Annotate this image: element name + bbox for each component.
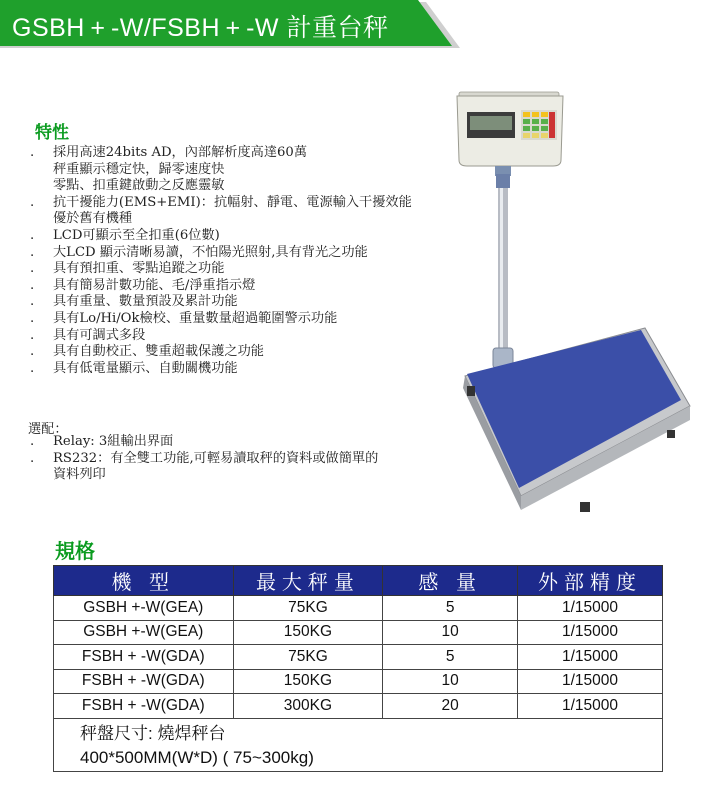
platform-size-label: 秤盤尺寸: 燒焊秤台: [54, 718, 663, 745]
cell-capacity: 150KG: [233, 620, 383, 645]
platform-size-value: 400*500MM(W*D) ( 75~300kg): [54, 745, 663, 772]
column-header-division: 感 量: [383, 566, 518, 596]
table-row: [54, 620, 663, 645]
bullet-dot: .: [30, 227, 35, 243]
cell-accuracy: 1/15000: [518, 645, 663, 670]
cell-capacity: 300KG: [233, 694, 383, 719]
feature-item: [28, 361, 468, 378]
cell-accuracy: 1/15000: [518, 620, 663, 645]
cell-model: FSBH + -W(GDA): [54, 669, 234, 694]
page-title: GSBH + -W/FSBH + -W 計重台秤: [12, 14, 389, 42]
option-item: [28, 451, 468, 484]
cell-model: FSBH + -W(GDA): [54, 694, 234, 719]
cell-division: 5: [383, 596, 518, 621]
column-header-accuracy: 外部精度: [518, 566, 663, 596]
indicator-display: [457, 92, 563, 176]
cell-division: 5: [383, 645, 518, 670]
feature-list: [28, 145, 468, 377]
spec-table-header-row: [54, 566, 663, 596]
feature-text: 具有預扣重、零點追蹤之功能: [53, 261, 225, 277]
cell-capacity: 75KG: [233, 596, 383, 621]
specs-title: 規格: [55, 539, 95, 563]
cell-division: 10: [383, 620, 518, 645]
bullet-dot: .: [30, 294, 35, 310]
feature-text: 具有Lo/Hi/Ok檢校、重量數量超過範圍警示功能: [53, 310, 338, 326]
feature-text: 具有低電量顯示、自動關機功能: [53, 360, 238, 376]
scale-pole: [493, 174, 513, 368]
spec-table: [53, 565, 663, 772]
feature-text: 具有簡易計數功能、毛/淨重指示燈: [53, 277, 256, 293]
cell-model: FSBH + -W(GDA): [54, 645, 234, 670]
column-header-capacity: 最大秤量: [233, 566, 383, 596]
option-text: RS232：有全雙工功能,可輕易讀取秤的資料或做簡單的 資料列印: [53, 450, 379, 483]
feature-text: 具有重量、數量預設及累計功能: [53, 294, 238, 310]
cell-accuracy: 1/15000: [518, 669, 663, 694]
feature-text: 採用高速24bits AD，內部解析度高達60萬 秤重顯示穩定快，歸零速度快 零點、扣重鍵啟動之反應靈敏: [53, 145, 308, 194]
feature-item: [28, 311, 468, 328]
feature-item: [28, 145, 468, 195]
feature-item: [28, 228, 468, 245]
options-list: [28, 434, 468, 484]
bullet-dot: .: [30, 310, 35, 326]
bullet-dot: .: [30, 145, 35, 160]
column-header-model: 機 型: [54, 566, 234, 596]
bullet-dot: .: [30, 360, 35, 376]
table-row: [54, 596, 663, 621]
bullet-dot: .: [30, 244, 35, 260]
feature-text: 大LCD 顯示清晰易讀，不怕陽光照射,具有背光之功能: [53, 244, 368, 260]
bullet-dot: .: [30, 194, 35, 210]
feature-item: [28, 328, 468, 345]
feature-item: [28, 344, 468, 361]
table-row: [54, 645, 663, 670]
feature-item: [28, 195, 468, 228]
cell-model: GSBH +-W(GEA): [54, 620, 234, 645]
bullet-dot: .: [30, 344, 35, 360]
table-row: [54, 669, 663, 694]
option-item: [28, 434, 468, 451]
platform-scale-image: [445, 90, 705, 520]
feature-item: [28, 278, 468, 295]
options-label: 選配：: [28, 422, 68, 437]
bullet-dot: .: [30, 277, 35, 293]
feature-text: 具有自動校正、雙重超載保護之功能: [53, 344, 264, 360]
cell-capacity: 150KG: [233, 669, 383, 694]
bullet-dot: .: [30, 261, 35, 277]
cell-division: 20: [383, 694, 518, 719]
feature-item: [28, 261, 468, 278]
feature-text: 抗干擾能力(EMS+EMI)：抗幅射、靜電、電源輸入干擾效能 優於舊有機種: [53, 194, 412, 227]
feature-text: 具有可調式多段: [53, 327, 146, 343]
cell-accuracy: 1/15000: [518, 596, 663, 621]
table-row: [54, 694, 663, 719]
bullet-dot: .: [30, 327, 35, 343]
feature-text: LCD可顯示至全扣重(6位數): [53, 227, 220, 243]
features-title: 特性: [35, 123, 69, 143]
feature-item: [28, 294, 468, 311]
bullet-dot: .: [30, 434, 35, 449]
cell-accuracy: 1/15000: [518, 694, 663, 719]
cell-capacity: 75KG: [233, 645, 383, 670]
cell-division: 10: [383, 669, 518, 694]
option-text: Relay: 3組輸出界面: [53, 434, 174, 449]
bullet-dot: .: [30, 450, 35, 466]
table-footer-row: [54, 745, 663, 772]
cell-model: GSBH +-W(GEA): [54, 596, 234, 621]
table-footer-row: [54, 718, 663, 745]
feature-item: [28, 245, 468, 262]
